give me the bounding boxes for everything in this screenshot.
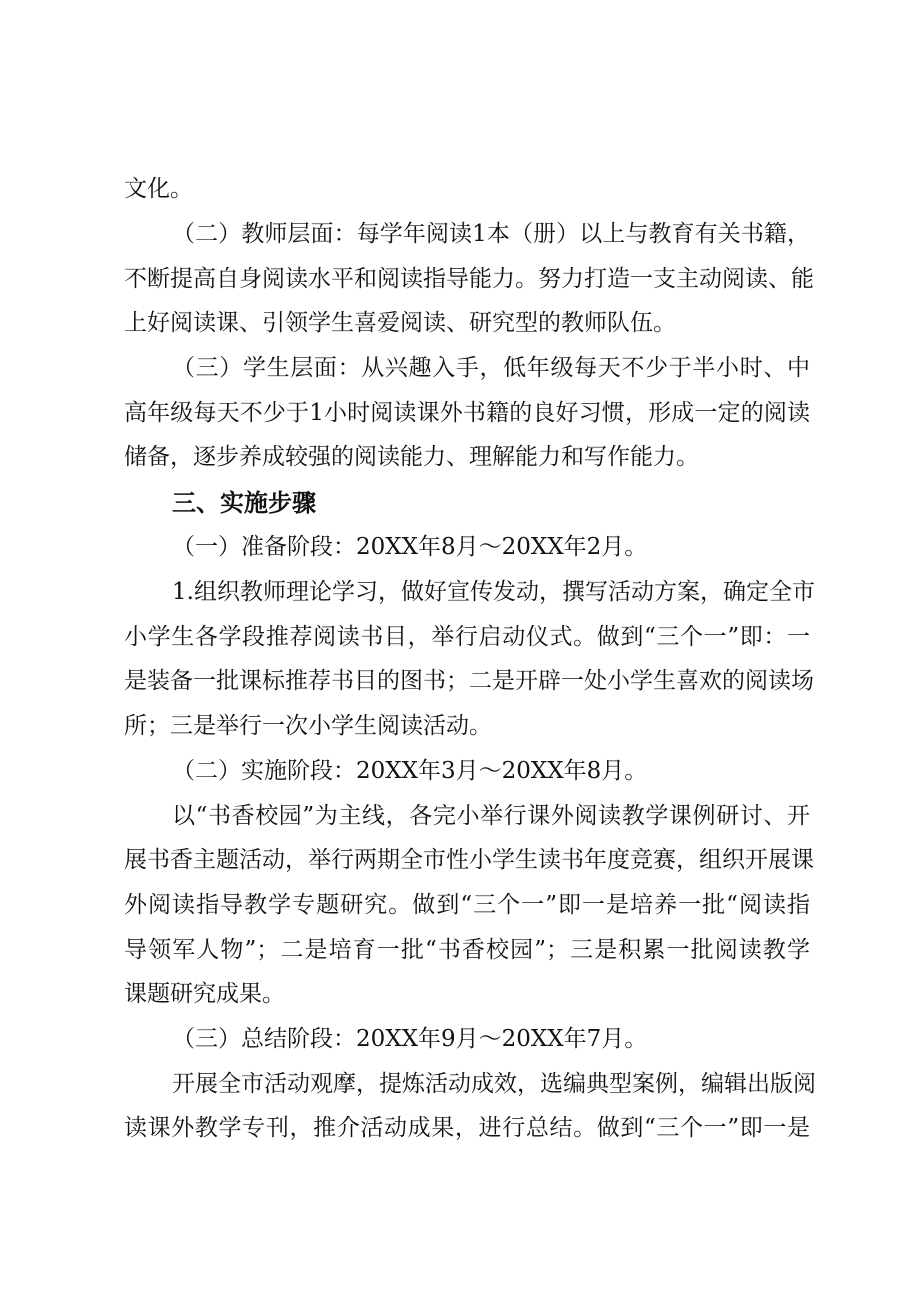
stage-title: （三）总结阶段：20XX年9月～20XX年7月。 — [172, 1026, 648, 1052]
paragraph-line: （三）学生层面：从兴趣入手，低年级每天不少于半小时、中 — [172, 355, 810, 381]
paragraph-line: 不断提高自身阅读水平和阅读指导能力。努力打造一支主动阅读、能 — [124, 266, 814, 292]
paragraph-line: 上好阅读课、引领学生喜爱阅读、研究型的教师队伍。 — [124, 310, 676, 336]
paragraph-line: 导领军人物”；二是培育一批“书香校园”；三是积累一批阅读教学 — [124, 937, 810, 963]
paragraph-line: 外阅读指导教学专题研究。做到“三个一”即一是培养一批“阅读指 — [124, 892, 810, 918]
paragraph-line: 所；三是举行一次小学生阅读活动。 — [124, 713, 492, 739]
stage-title: （一）准备阶段：20XX年8月～20XX年2月。 — [172, 534, 648, 560]
paragraph-line: 以“书香校园”为主线，各完小举行课外阅读教学课例研讨、开 — [172, 803, 810, 829]
paragraph-line: 读课外教学专刊，推介活动成果，进行总结。做到“三个一”即一是 — [124, 1115, 810, 1141]
paragraph-line: 高年级每天不少于1小时阅读课外书籍的良好习惯，形成一定的阅读 — [124, 400, 810, 426]
paragraph-line: 课题研究成果。 — [124, 981, 285, 1007]
paragraph-line: 展书香主题活动，举行两期全市性小学生读书年度竞赛，组织开展课 — [124, 847, 814, 873]
paragraph-line: 小学生各学段推荐阅读书目，举行启动仪式。做到“三个一”即：一 — [124, 624, 810, 650]
paragraph-line: 开展全市活动观摩，提炼活动成效，选编典型案例，编辑出版阅 — [172, 1071, 816, 1097]
paragraph-line: 文化。 — [124, 176, 193, 202]
paragraph-line: （二）教师层面：每学年阅读1本（册）以上与教育有关书籍， — [172, 221, 810, 247]
paragraph-line: 是装备一批课标推荐书目的图书；二是开辟一处小学生喜欢的阅读场 — [124, 668, 814, 694]
section-heading: 三、实施步骤 — [172, 489, 316, 517]
stage-title: （二）实施阶段：20XX年3月～20XX年8月。 — [172, 758, 648, 784]
paragraph-line: 1.组织教师理论学习，做好宣传发动，撰写活动方案，确定全市 — [172, 579, 815, 605]
paragraph-line: 储备，逐步养成较强的阅读能力、理解能力和写作能力。 — [124, 444, 699, 470]
